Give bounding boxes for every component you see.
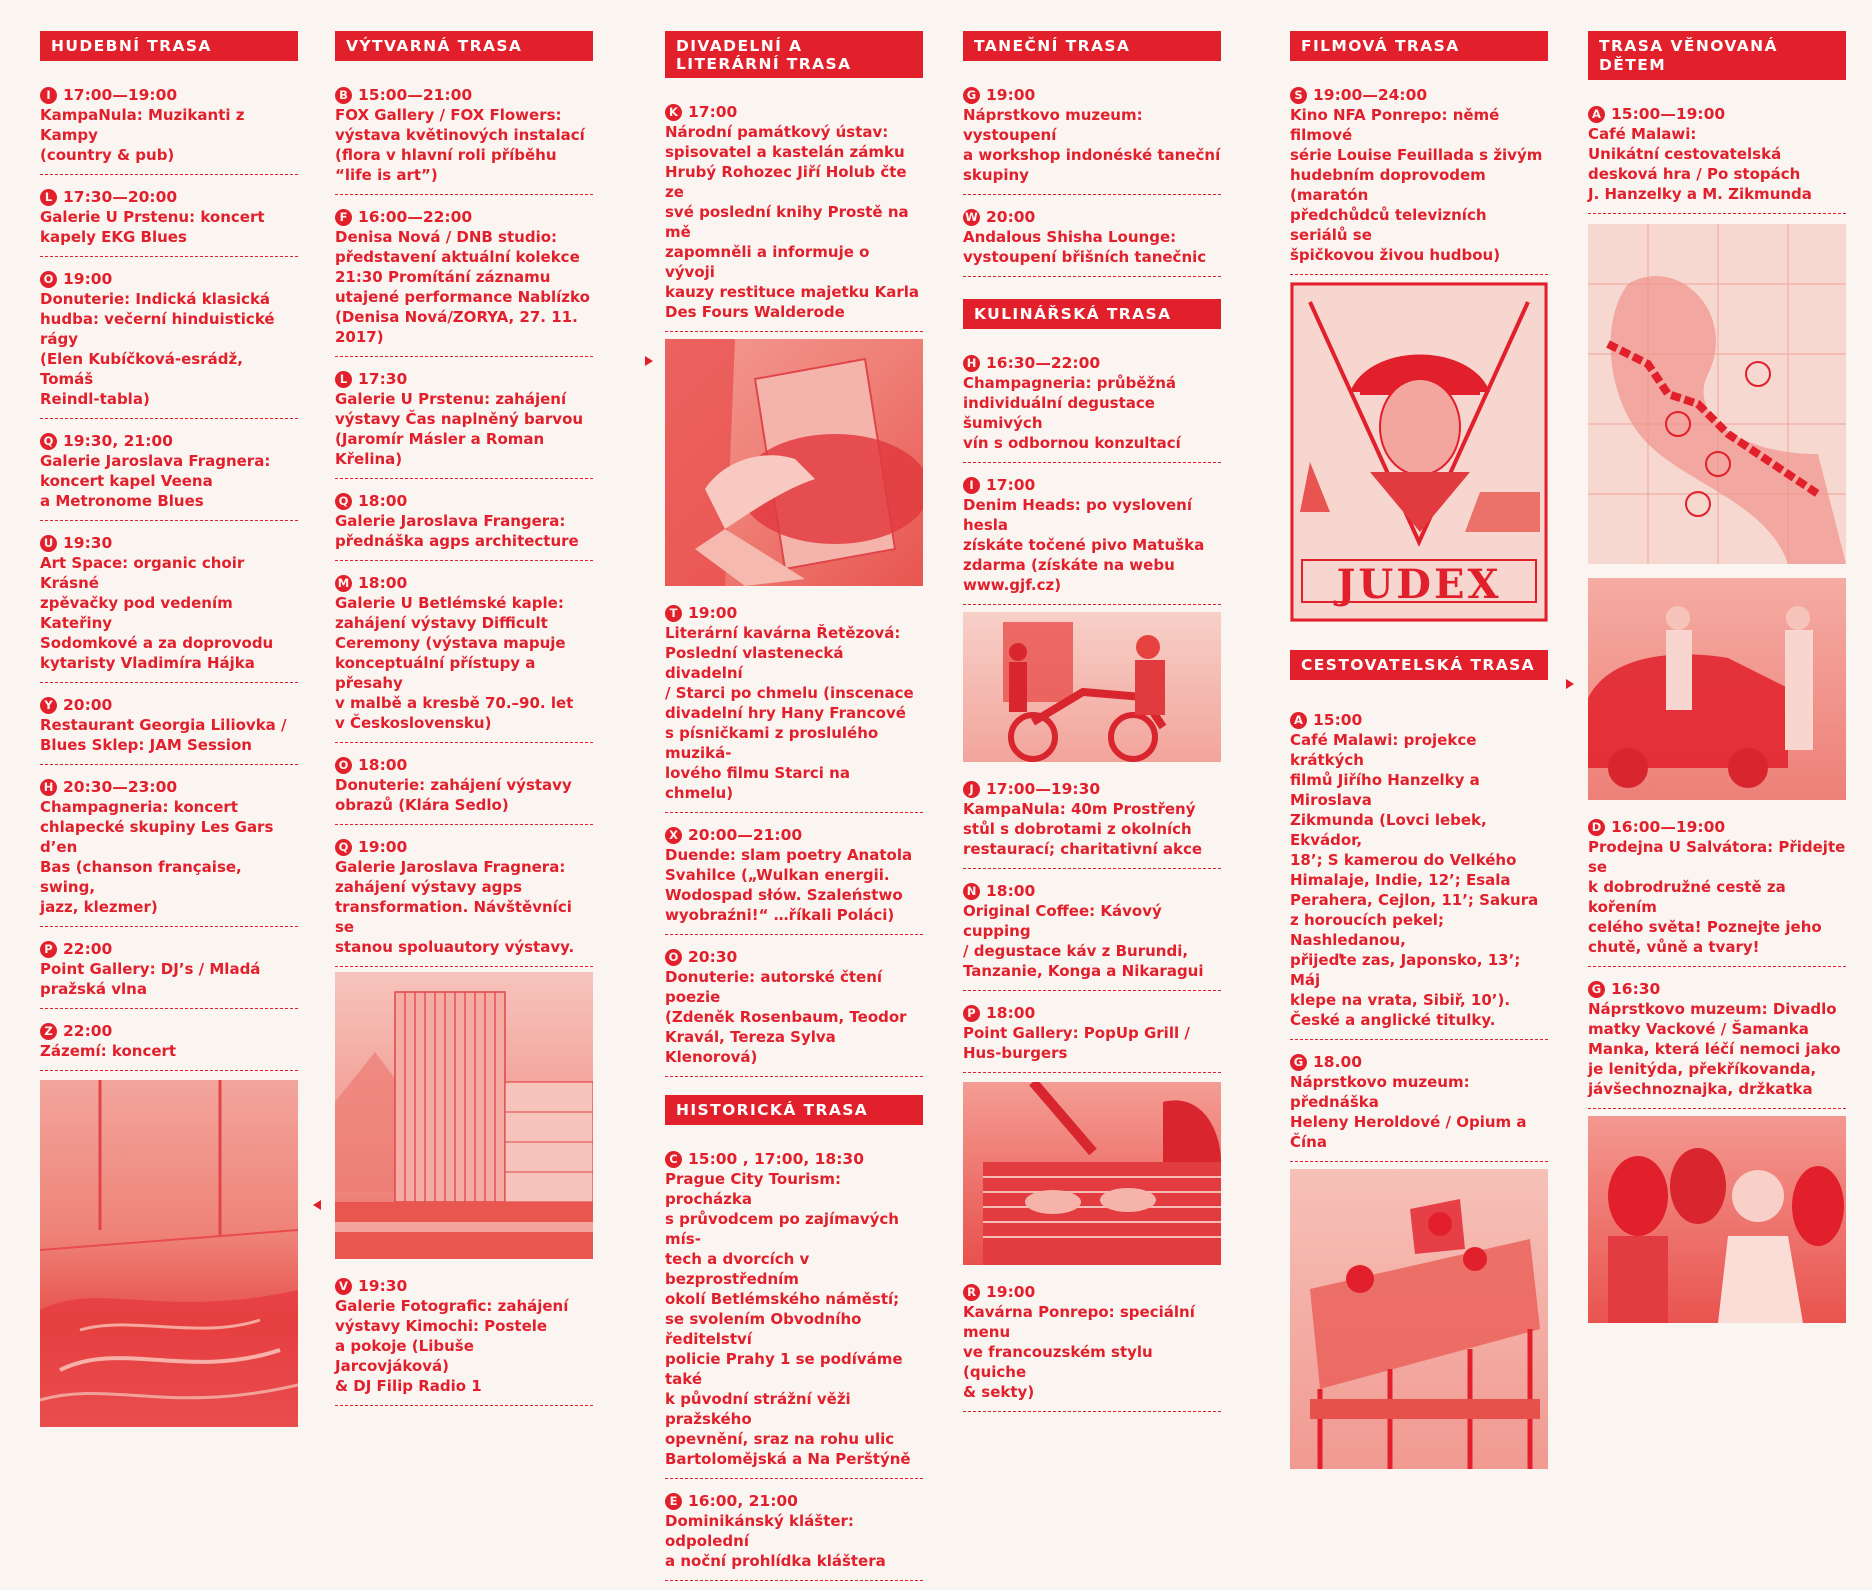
event-item (963, 82, 1221, 195)
column-music (40, 31, 298, 1441)
event-description: Galerie Jaroslava Fragnera: koncert kapel Veena a Metronome Blues (40, 452, 271, 510)
event-time-row (40, 431, 298, 451)
event-item (963, 472, 1221, 605)
event-description: Galerie Jaroslava Fragnera: zahájení výstavy agps transformation. Návštěvníci se stanou spoluautory výstavy. (335, 858, 575, 956)
event-description: Galerie U Betlémské kaple: zahájení výstavy Difficult Ceremony (výstava mapuje konceptuální přístupy a přesahy v malbě a kresbě 70.–90. let v Československu) (335, 594, 574, 732)
event-time: 20:00—21:00 (688, 826, 803, 844)
location-badge: K (665, 104, 682, 121)
location-badge: Q (40, 433, 57, 450)
event-description: Donuterie: Indická klasická hudba: večerní hinduistické rágy (Elen Kubíčková-esrádž, Tomáš Reindl-tabla) (40, 290, 275, 408)
event-description: Literární kavárna Řetězová: Poslední vlastenecká divadelní / Starci po chmelu (inscenace divadelní hry Hany Francové s písničkami z proslulého muziká- lového filmu Starci na chmelu) (665, 624, 914, 802)
event-description: FOX Gallery / FOX Flowers: výstava květinových instalací (flora v hlavní roli příběhu “life is art”) (335, 106, 585, 184)
event-time: 16:00—19:00 (1611, 818, 1726, 836)
location-badge: U (40, 535, 57, 552)
event-time-row (335, 755, 593, 775)
event-item (665, 1146, 923, 1479)
event-description: Denisa Nová / DNB studio: představení aktuální kolekce 21:30 Promítání záznamu utajené performance Nablízko (Denisa Nová/ZORYA, 27. 11. 2017) (335, 228, 590, 346)
event-item (665, 1488, 923, 1581)
illustration-board-game-map (1588, 224, 1846, 564)
location-badge: X (665, 827, 682, 844)
event-time: 19:00—24:00 (1313, 86, 1428, 104)
location-badge: G (1588, 981, 1605, 998)
event-list (1290, 707, 1548, 1162)
location-badge: G (963, 87, 980, 104)
photo-empty-room (40, 1080, 298, 1427)
event-time: 19:00 (986, 86, 1036, 104)
location-badge: Z (40, 1023, 57, 1040)
event-item (1290, 82, 1548, 275)
event-time: 17:00 (688, 103, 738, 121)
section-header: DIVADELNÍ A LITERÁRNÍ TRASA (665, 31, 923, 78)
event-time-row (665, 1149, 923, 1169)
event-description: Café Malawi: Unikátní cestovatelská desková hra / Po stopách J. Hanzelky a M. Zikmunda (1588, 125, 1812, 203)
event-description: Art Space: organic choir Krásné zpěvačky pod vedením Kateřiny Sodomkové a za doprovodu kytaristy Vladimíra Hájka (40, 554, 274, 672)
event-description: Galerie Jaroslava Frangera: přednáška agps architecture (335, 512, 579, 550)
location-badge: E (665, 1493, 682, 1510)
event-time: 17:00—19:30 (986, 780, 1101, 798)
event-description: Donuterie: autorské čtení poezie (Zdeněk Rosenbaum, Teodor Kravál, Tereza Sylva Klenorová) (665, 968, 907, 1066)
event-time-row (963, 1003, 1221, 1023)
event-description: Champagneria: koncert chlapecké skupiny Les Gars d’en Bas (chanson française, swing, jazz, klezmer) (40, 798, 274, 916)
event-time: 22:00 (63, 940, 113, 958)
event-time: 20:00 (986, 208, 1036, 226)
arrow-right-icon (645, 356, 653, 366)
poster-title: JUDEX (1336, 561, 1502, 608)
event-item (335, 82, 593, 195)
event-description: Café Malawi: projekce krátkých filmů Jiřího Hanzelky a Miroslava Zikmunda (Lovci lebek, Ekvádor, 18’; S kamerou do Velkého Himalaje, Indie, 12’; Esala Perahera, Cejlon, 11’; Sakura z horoucích pekel; Nashledanou, přijeďte zas, Japonsko, 13’; Máj klepe na vrata, Sibiř, 10’). České a anglické titulky. (1290, 731, 1539, 1029)
event-time: 16:30—22:00 (986, 354, 1101, 372)
location-badge: L (40, 189, 57, 206)
event-description: Andalous Shisha Lounge: vystoupení břišních tanečnic (963, 228, 1207, 266)
event-item (335, 752, 593, 825)
event-list (963, 1279, 1221, 1412)
event-time: 19:30, 21:00 (63, 432, 173, 450)
location-badge: Q (335, 839, 352, 856)
event-list (1290, 82, 1548, 275)
location-badge: O (40, 271, 57, 288)
event-item (40, 82, 298, 175)
event-time: 17:00 (986, 476, 1036, 494)
event-time-row (40, 269, 298, 289)
event-time-row (665, 102, 923, 122)
event-time: 20:00 (63, 696, 113, 714)
event-item (335, 834, 593, 967)
event-list (335, 1273, 593, 1406)
event-time-row (40, 777, 298, 797)
event-description: Point Gallery: DJ’s / Mladá pražská vlna (40, 960, 261, 998)
photo-glass-hand (665, 339, 923, 586)
event-list (40, 82, 298, 1071)
column-dance (963, 31, 1221, 1421)
event-time: 19:30 (358, 1277, 408, 1295)
section-header: CESTOVATELSKÁ TRASA (1290, 650, 1548, 680)
location-badge: G (1290, 1054, 1307, 1071)
event-time: 19:00 (688, 604, 738, 622)
location-badge: P (40, 941, 57, 958)
event-description: Galerie U Prstenu: koncert kapely EKG Blues (40, 208, 265, 246)
event-time: 18.00 (1313, 1053, 1363, 1071)
event-item (963, 1000, 1221, 1073)
event-time: 18:00 (986, 882, 1036, 900)
event-item (40, 428, 298, 521)
event-list (335, 82, 593, 967)
location-badge: I (40, 87, 57, 104)
event-time: 15:00—21:00 (358, 86, 473, 104)
event-item (665, 944, 923, 1077)
event-time-row (40, 533, 298, 553)
column-film (1290, 31, 1548, 1483)
event-time: 20:30—23:00 (63, 778, 178, 796)
event-time-row (1290, 1052, 1548, 1072)
event-time: 16:00—22:00 (358, 208, 473, 226)
event-list (1588, 101, 1846, 214)
location-badge: W (963, 209, 980, 226)
event-time: 16:30 (1611, 980, 1661, 998)
event-time: 17:30 (358, 370, 408, 388)
event-description: Donuterie: zahájení výstavy obrazů (Klára Sedlo) (335, 776, 572, 814)
location-badge: Q (335, 493, 352, 510)
event-time: 19:30 (63, 534, 113, 552)
event-item (40, 266, 298, 419)
location-badge: N (963, 883, 980, 900)
event-time-row (963, 779, 1221, 799)
event-description: Kavárna Ponrepo: speciální menu ve francouzském stylu (quiche & sekty) (963, 1303, 1195, 1401)
event-time: 17:00—19:00 (63, 86, 178, 104)
event-item (665, 600, 923, 813)
event-list (665, 600, 923, 1077)
section-header: HISTORICKÁ TRASA (665, 1095, 923, 1125)
event-description: Original Coffee: Kávový cupping / degustace káv z Burundi, Tanzanie, Konga a Nikaragui (963, 902, 1204, 980)
event-time-row (963, 475, 1221, 495)
event-item (40, 184, 298, 257)
section-header: TRASA VĚNOVANÁ DĚTEM (1588, 31, 1846, 80)
event-item (335, 1273, 593, 1406)
event-time-row (1588, 979, 1846, 999)
section-header: KULINÁŘSKÁ TRASA (963, 299, 1221, 329)
location-badge: I (963, 477, 980, 494)
event-list (665, 99, 923, 332)
event-time-row (665, 825, 923, 845)
event-time-row (1588, 817, 1846, 837)
event-item (963, 878, 1221, 991)
event-description: Point Gallery: PopUp Grill / Hus-burgers (963, 1024, 1190, 1062)
event-time-row (335, 207, 593, 227)
column-kids (1588, 31, 1846, 1337)
event-item (963, 204, 1221, 277)
event-list (1588, 814, 1846, 1109)
event-time: 15:00 (1313, 711, 1363, 729)
section-header: FILMOVÁ TRASA (1290, 31, 1548, 61)
poster-judex (1290, 282, 1548, 622)
event-description: KampaNula: Muzikanti z Kampy (country & pub) (40, 106, 245, 164)
event-time-row (665, 603, 923, 623)
event-time-row (963, 881, 1221, 901)
event-time: 22:00 (63, 1022, 113, 1040)
event-item (665, 99, 923, 332)
location-badge: D (1588, 819, 1605, 836)
event-item (40, 774, 298, 927)
event-time-row (963, 85, 1221, 105)
event-item (40, 936, 298, 1009)
location-badge: A (1588, 106, 1605, 123)
event-description: Náprstkovo muzeum: vystoupení a workshop indonéské taneční skupiny (963, 106, 1221, 184)
location-badge: O (665, 949, 682, 966)
event-time-row (1290, 85, 1548, 105)
photo-masks (1588, 1116, 1846, 1323)
event-item (335, 488, 593, 561)
event-item (1588, 976, 1846, 1109)
photo-grill (963, 1082, 1221, 1265)
event-description: Denim Heads: po vyslovení hesla získáte točené pivo Matuška zdarma (získáte na webu www.gjf.cz) (963, 496, 1205, 594)
event-time-row (335, 491, 593, 511)
event-description: Národní památkový ústav: spisovatel a kastelán zámku Hrubý Rohozec Jiří Holub čte ze své poslední knihy Prostě na mě zapomněli a informuje o vývoji kauzy restituce majetku Karla Des Fours Walderode (665, 123, 919, 321)
event-item (963, 1279, 1221, 1412)
event-description: Duende: slam poetry Anatola Svahilce („Wulkan energii. Wodospad słów. Szaleństwo wyobraźni!“ …říkali Poláci) (665, 846, 913, 924)
column-art (335, 31, 593, 1415)
location-badge: L (335, 371, 352, 388)
event-time-row (963, 353, 1221, 373)
event-time-row (40, 187, 298, 207)
event-time-row (963, 207, 1221, 227)
event-time: 19:00 (358, 838, 408, 856)
event-time: 18:00 (986, 1004, 1036, 1022)
location-badge: H (40, 779, 57, 796)
location-badge: C (665, 1151, 682, 1168)
event-item (665, 822, 923, 935)
illustration-opium (1290, 1169, 1548, 1469)
location-badge: S (1290, 87, 1307, 104)
event-description: Galerie Fotografic: zahájení výstavy Kimochi: Postele a pokoje (Libuše Jarcovjáková) & DJ Filip Radio 1 (335, 1297, 569, 1395)
event-description: KampaNula: 40m Prostřený stůl s dobrotami z okolních restaurací; charitativní akce (963, 800, 1203, 858)
event-item (335, 366, 593, 479)
event-list (665, 1146, 923, 1581)
location-badge: T (665, 605, 682, 622)
location-badge: Y (40, 697, 57, 714)
event-item (1588, 101, 1846, 214)
event-time-row (335, 369, 593, 389)
section-header: TANEČNÍ TRASA (963, 31, 1221, 61)
event-description: Restaurant Georgia Liliovka / Blues Sklep: JAM Session (40, 716, 287, 754)
event-time-row (40, 85, 298, 105)
location-badge: B (335, 87, 352, 104)
location-badge: A (1290, 712, 1307, 729)
event-list (963, 776, 1221, 1073)
event-time-row (40, 695, 298, 715)
location-badge: P (963, 1005, 980, 1022)
event-description: Prague City Tourism: procházka s průvodcem po zajímavých mís- tech a dvorcích v bezprostředním okolí Betlémského náměstí; se svolením Obvodního ředitelství policie Prahy 1 se podíváme také k původní strážní věži pražského opevnění, sraz na rohu ulic Bartolomějská a Na Perštýně (665, 1170, 911, 1468)
event-description: Galerie U Prstenu: zahájení výstavy Čas naplněný barvou (Jaromír Másler a Roman Křelina) (335, 390, 584, 468)
event-item (1290, 1049, 1548, 1162)
column-theatre (665, 31, 923, 1590)
event-item (40, 530, 298, 683)
event-item (335, 204, 593, 357)
arrow-right-icon (1566, 679, 1574, 689)
location-badge: V (335, 1278, 352, 1295)
event-list (963, 82, 1221, 277)
event-item (963, 776, 1221, 869)
event-time-row (40, 1021, 298, 1041)
event-time: 15:00—19:00 (1611, 105, 1726, 123)
event-time: 17:30—20:00 (63, 188, 178, 206)
event-list (963, 350, 1221, 605)
event-time-row (1588, 104, 1846, 124)
event-time-row (665, 1491, 923, 1511)
event-description: Zázemí: koncert (40, 1042, 177, 1060)
photo-motorcycle (963, 612, 1221, 762)
event-item (335, 570, 593, 743)
event-time: 18:00 (358, 492, 408, 510)
event-time: 20:30 (688, 948, 738, 966)
location-badge: J (963, 781, 980, 798)
location-badge: R (963, 1284, 980, 1301)
event-time-row (335, 85, 593, 105)
event-item (963, 350, 1221, 463)
location-badge: F (335, 209, 352, 226)
event-time: 18:00 (358, 756, 408, 774)
event-item (1290, 707, 1548, 1040)
event-time-row (335, 1276, 593, 1296)
event-time: 16:00, 21:00 (688, 1492, 798, 1510)
event-time-row (335, 837, 593, 857)
photo-travellers-car (1588, 578, 1846, 800)
event-time: 19:00 (63, 270, 113, 288)
event-time: 18:00 (358, 574, 408, 592)
event-item (40, 1018, 298, 1071)
event-description: Champagneria: průběžná individuální degustace šumivých vín s odbornou konzultací (963, 374, 1181, 452)
photo-building (335, 972, 593, 1259)
event-description: Náprstkovo muzeum: přednáška Heleny Heroldové / Opium a Čína (1290, 1073, 1527, 1151)
event-description: Dominikánský klášter: odpolední a noční prohlídka kláštera (665, 1512, 886, 1570)
event-time-row (40, 939, 298, 959)
section-header: VÝTVARNÁ TRASA (335, 31, 593, 61)
section-header: HUDEBNÍ TRASA (40, 31, 298, 61)
event-description: Kino NFA Ponrepo: němé filmové série Louise Feuillada s živým hudebním doprovodem (maratón předchůdců televizních seriálů se špičkovou živou hudbou) (1290, 106, 1543, 264)
event-time-row (665, 947, 923, 967)
event-time-row (335, 573, 593, 593)
event-time-row (1290, 710, 1548, 730)
event-item (1588, 814, 1846, 967)
location-badge: O (335, 757, 352, 774)
event-time: 19:00 (986, 1283, 1036, 1301)
event-time: 15:00 , 17:00, 18:30 (688, 1150, 864, 1168)
arrow-left-icon (313, 1200, 321, 1210)
location-badge: M (335, 575, 352, 592)
location-badge: H (963, 355, 980, 372)
event-time-row (963, 1282, 1221, 1302)
event-item (40, 692, 298, 765)
event-description: Náprstkovo muzeum: Divadlo matky Vackové / Šamanka Manka, která léčí nemoci jako je lenitýda, překříkovanda, jávšechnoznajka, držkatka (1588, 1000, 1841, 1098)
event-description: Prodejna U Salvátora: Přidejte se k dobrodružné cestě za kořením celého světa! Poznejte jeho chutě, vůně a tvary! (1588, 838, 1846, 956)
